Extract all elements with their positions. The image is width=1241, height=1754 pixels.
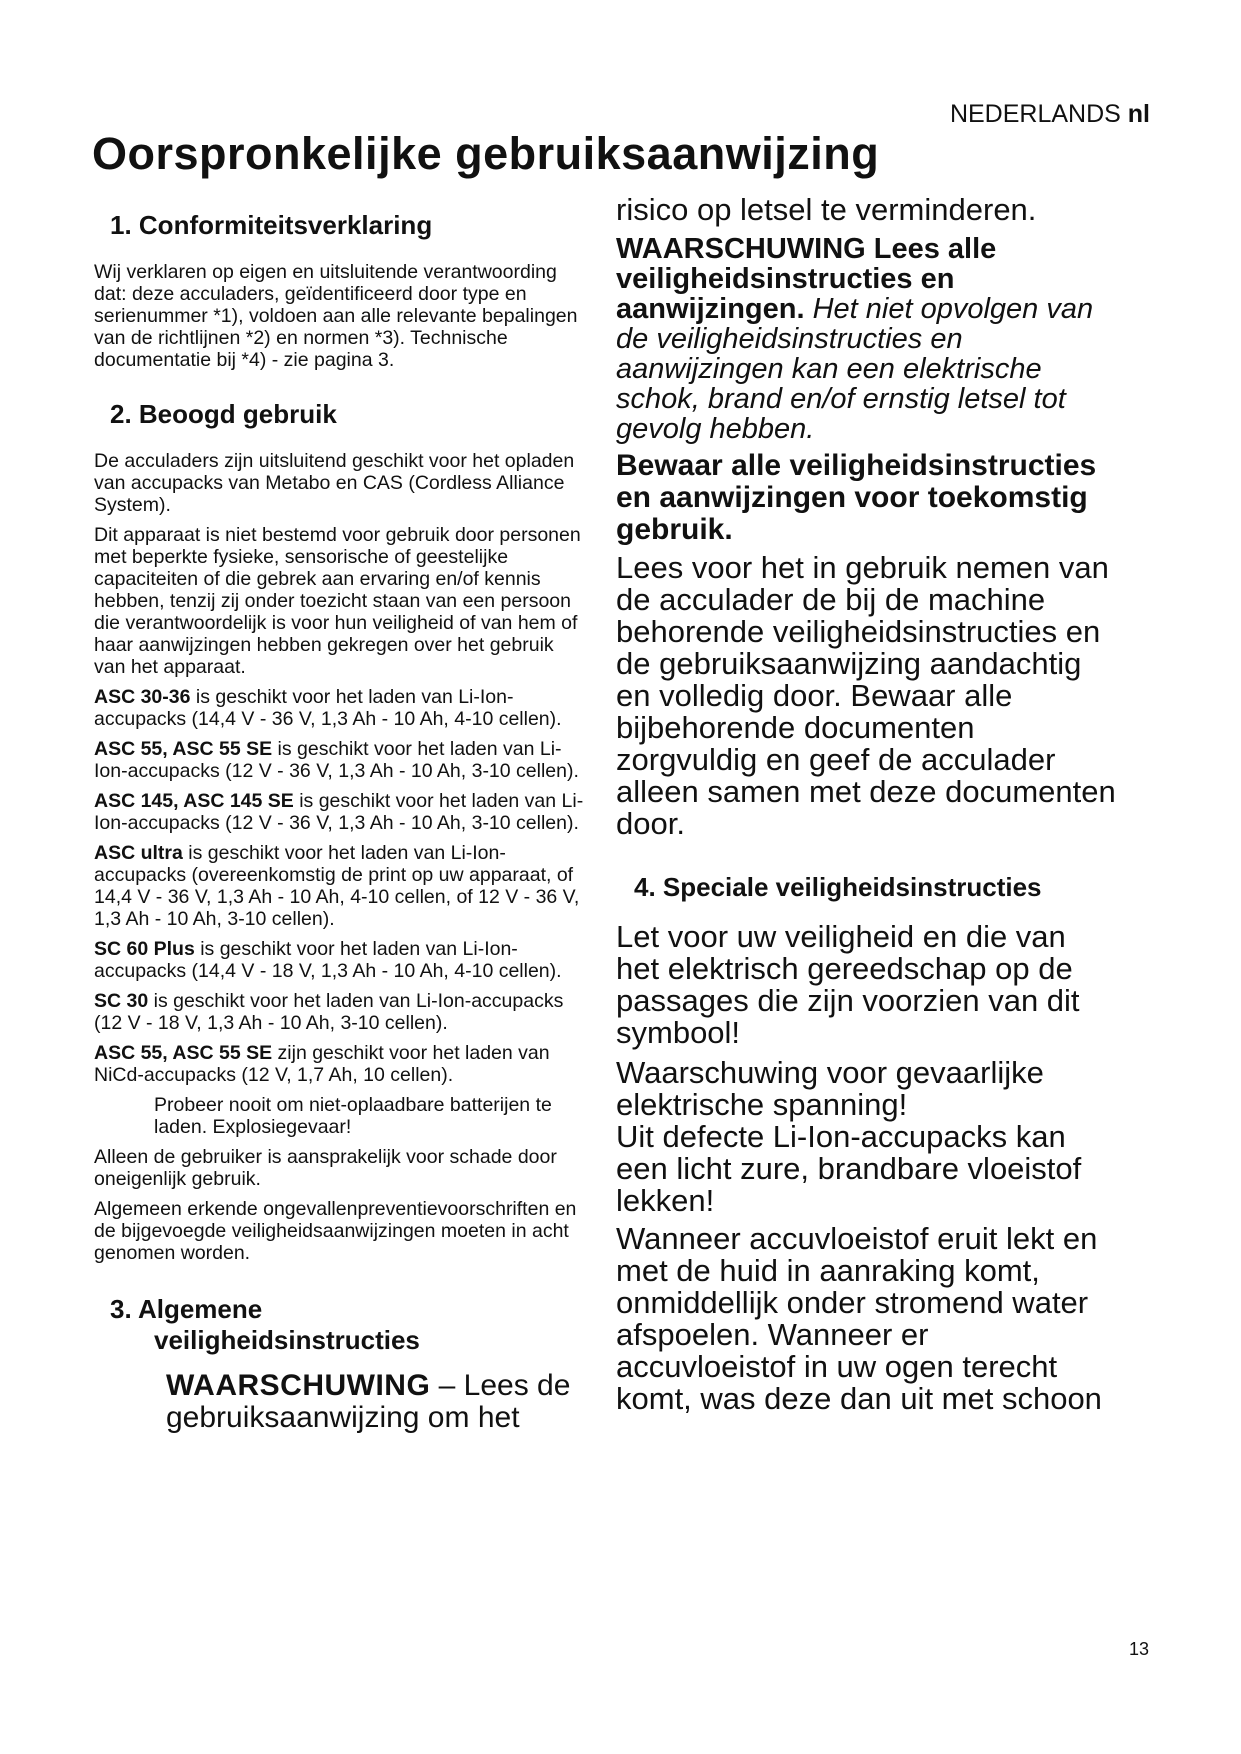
model-name: SC 60 Plus xyxy=(94,938,195,960)
intended-use-persons: Dit apparaat is niet bestemd voor gebruik door personen met beperkte fysieke, sensorische of geestelijke capaciteiten of die gebrek aan ervaring en/of kennis hebben, tenzij zij onder toezicht staan van een persoon die verantwoordelijk is voor hun veiligheid of van hem of haar aanwijzingen hebben gekregen over het gebruik van het apparaat. xyxy=(94,524,581,678)
model-text: is geschikt voor het laden van Li-Ion-accupacks (12 V - 36 V, 1,3 Ah - 10 Ah, 3-10 cellen). xyxy=(94,790,584,834)
model-name: ASC 145, ASC 145 SE xyxy=(94,790,294,812)
section-3-heading-rest: veiligheidsinstructies xyxy=(154,1325,420,1355)
model-paragraph xyxy=(94,990,590,1034)
warning-text: – Lees de gebruiksaanwijzing om het xyxy=(166,1369,571,1434)
section-3-heading xyxy=(110,1294,590,1356)
intended-use-intro: De acculaders zijn uitsluitend geschikt voor het opladen van accupacks van Metabo en CAS (Cordless Alliance System). xyxy=(94,450,575,516)
model-name: SC 30 xyxy=(94,990,149,1012)
before-use-text: Lees voor het in gebruik nemen van de acculader de bij de machine behorende veiligheidsinstructies en de gebruiksaanwijzing aandachtig en volledig door. Bewaar alle bijbehorende documenten zorgvuldig en geef de acculader alleen samen met deze documenten door. xyxy=(616,550,1116,841)
section-1-heading: 1. Conformiteitsverklaring xyxy=(110,210,433,240)
model-text: is geschikt voor het laden van Li-Ion-accupacks (12 V - 36 V, 1,3 Ah - 10 Ah, 3-10 cellen). xyxy=(94,738,579,782)
model-name: ASC 55, ASC 55 SE xyxy=(94,1042,273,1064)
read-all-italic: Het niet opvolgen van de veiligheidsinstructies en aanwijzingen kan een elektrische schok, brand en/of ernstig letsel tot gevolg hebben. xyxy=(616,293,1094,445)
model-paragraph xyxy=(94,738,590,782)
language-code: nl xyxy=(1127,100,1150,128)
model-text: is geschikt voor het laden van Li-Ion-accupacks (overeenkomstig de print op uw apparaat, of 14,4 V - 36 V, 1,3 Ah - 10 Ah, 4-10 cellen, of 12 V - 36 V, 1,3 Ah - 10 Ah, 3-10 cellen). xyxy=(94,842,580,930)
page-number: 13 xyxy=(1128,1639,1149,1659)
section-4-heading: 4. Speciale veiligheidsinstructies xyxy=(634,872,1042,902)
model-name: ASC ultra xyxy=(94,842,183,864)
voltage-warning: Waarschuwing voor gevaarlijke elektrische spanning! xyxy=(616,1055,1044,1122)
skin-contact-text: Wanneer accuvloeistof eruit lekt en met de huid in aanraking komt, onmiddellijk onder stromend water afspoelen. Wanneer er accuvloeistof in uw ogen terecht komt, was deze dan uit met schoon xyxy=(616,1221,1102,1416)
left-column xyxy=(94,210,590,1434)
read-all-bold: WAARSCHUWING Lees alle veiligheidsinstructies en aanwijzingen. xyxy=(616,233,997,325)
right-column xyxy=(616,194,1116,1415)
read-all-warning xyxy=(616,234,1116,444)
section-3-heading-num: 3. Algemene xyxy=(110,1294,263,1324)
model-paragraph xyxy=(94,842,590,930)
model-text: zijn geschikt voor het laden van NiCd-accupacks (12 V, 1,7 Ah, 10 cellen). xyxy=(94,1042,550,1086)
model-paragraph xyxy=(94,790,590,834)
model-paragraph xyxy=(94,1042,590,1086)
leak-warning: Uit defecte Li-Ion-accupacks kan een licht zure, brandbare vloeistof lekken! xyxy=(616,1119,1082,1218)
regulations-text: Algemeen erkende ongevallenpreventievoorschriften en de bijgevoegde veiligheidsaanwijzingen moeten in acht genomen worden. xyxy=(94,1198,577,1264)
model-text: is geschikt voor het laden van Li-Ion-accupacks (14,4 V - 36 V, 1,3 Ah - 10 Ah, 4-10 cellen). xyxy=(94,686,562,730)
warning-label: WAARSCHUWING xyxy=(166,1369,431,1402)
conformity-text: Wij verklaren op eigen en uitsluitende verantwoording dat: deze acculaders, geïdentificeerd door type en serienummer *1), voldoen aan alle relevante bepalingen van de richtlijnen *2) en normen *3). Technische documentatie bij *4) - zie pagina 3. xyxy=(94,261,578,371)
model-name: ASC 55, ASC 55 SE xyxy=(94,738,273,760)
model-text: is geschikt voor het laden van Li-Ion-accupacks (14,4 V - 18 V, 1,3 Ah - 10 Ah, 4-10 cellen). xyxy=(94,938,562,982)
explosion-warning: Probeer nooit om niet-oplaadbare batterijen te laden. Explosiegevaar! xyxy=(154,1094,552,1138)
section-2-heading: 2. Beoogd gebruik xyxy=(110,399,337,429)
symbol-note: Let voor uw veiligheid en die van het elektrisch gereedschap op de passages die zijn voorzien van dit symbool! xyxy=(616,919,1080,1050)
keep-instructions: Bewaar alle veiligheidsinstructies en aanwijzingen voor toekomstig gebruik. xyxy=(616,449,1097,546)
general-warning xyxy=(94,1370,590,1434)
warning-continued: risico op letsel te verminderen. xyxy=(616,192,1037,227)
language-label xyxy=(950,100,1150,129)
model-text: is geschikt voor het laden van Li-Ion-accupacks (12 V - 18 V, 1,3 Ah - 10 Ah, 3-10 cellen). xyxy=(94,990,564,1034)
model-name: ASC 30-36 xyxy=(94,686,191,708)
model-paragraph xyxy=(94,938,590,982)
language-name: NEDERLANDS xyxy=(949,100,1121,128)
liability-text: Alleen de gebruiker is aansprakelijk voor schade door oneigenlijk gebruik. xyxy=(94,1146,557,1190)
page-title: Oorspronkelijke gebruiksaanwijzing xyxy=(92,128,880,179)
model-paragraph xyxy=(94,686,590,730)
